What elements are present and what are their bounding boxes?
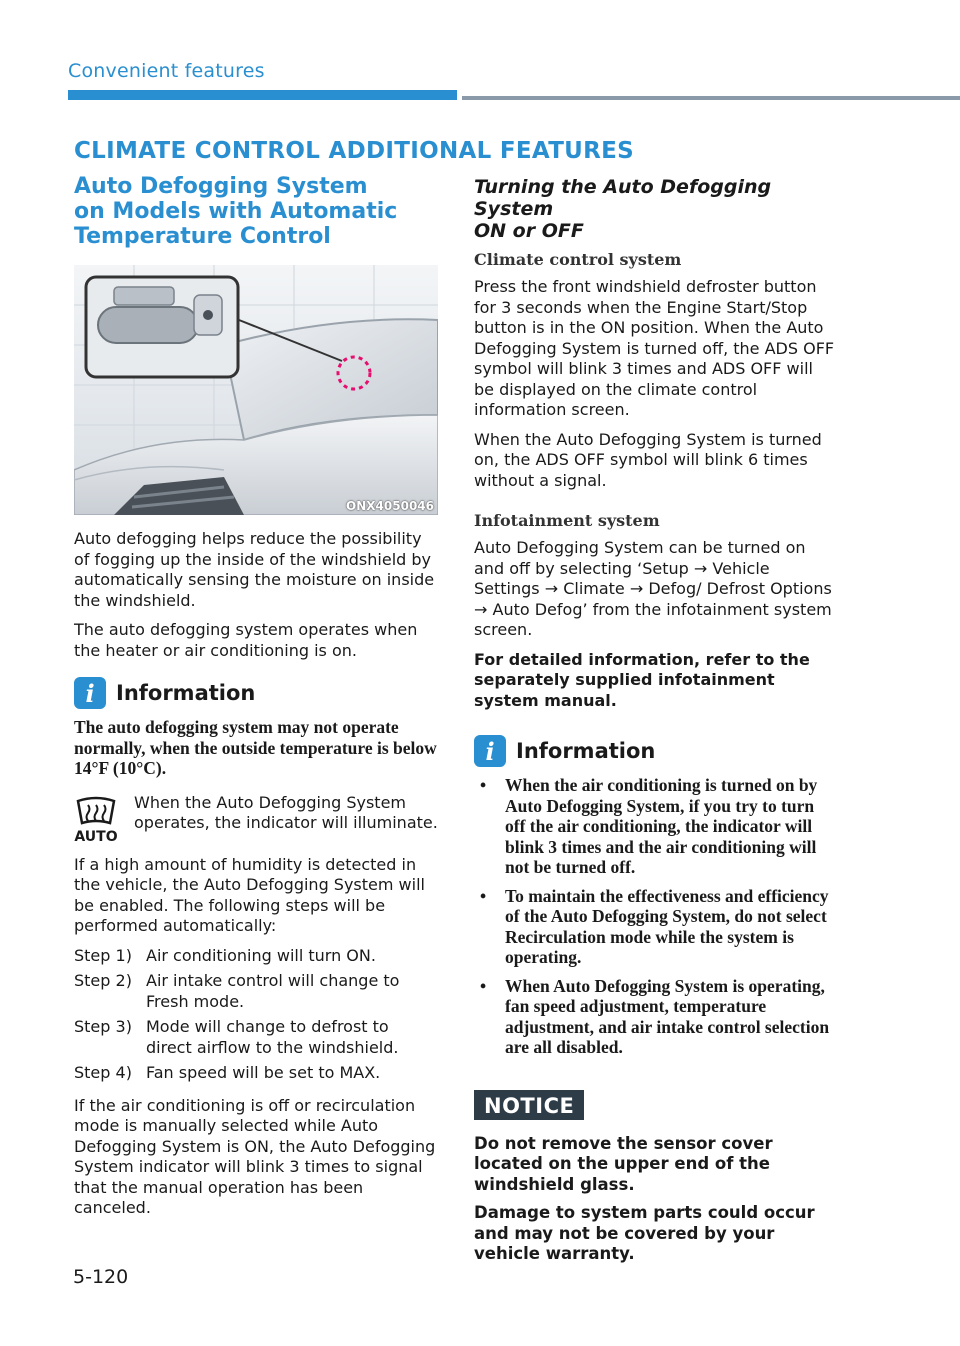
bullet-text: When Auto Defogging System is operating, fan speed adjustment, temperature adjustment, and air intake control selection are all disabled. [505, 975, 830, 1057]
list-item [74, 1017, 438, 1058]
subheading [474, 176, 838, 242]
information-heading [74, 677, 438, 709]
information-title: Information [516, 739, 656, 763]
subheading-line: ON or OFF [474, 220, 584, 242]
step-text: Fan speed will be set to MAX. [146, 1063, 381, 1082]
list-item [474, 775, 838, 878]
subheading-line: Auto Defogging System [74, 174, 368, 199]
step-text: Air intake control will change to Fresh mode. [146, 971, 400, 1011]
paragraph: If a high amount of humidity is detected in the vehicle, the Auto Defogging System will be enabled. The following steps will be performed automatically: [74, 854, 425, 935]
paragraph: For detailed information, refer to the separately supplied infotainment system manual. [474, 649, 810, 710]
bullet-list [474, 775, 838, 1058]
information-heading [474, 735, 838, 767]
right-column [474, 172, 838, 1273]
minor-heading: Infotainment system [474, 511, 660, 530]
auto-defog-indicator [74, 793, 118, 845]
step-text: Air conditioning will turn ON. [146, 945, 376, 965]
paragraph: Auto defogging helps reduce the possibility of fogging up the inside of the windshield by automatically sensing the moisture on inside the windshield. [74, 529, 435, 610]
step-number: Step 4) [74, 1063, 132, 1082]
windshield-defrost-icon [74, 793, 118, 827]
bullet: • [480, 885, 487, 906]
subheading-line: on Models with Automatic [74, 199, 398, 224]
minor-heading: Climate control system [474, 250, 682, 269]
list-item [74, 946, 438, 967]
bullet-text: When the air conditioning is turned on by Auto Defogging System, if you try to turn off the air conditioning, the indicator will blink 3 times and the air conditioning will not be turned off. [505, 775, 818, 877]
list-item [474, 886, 838, 968]
left-column [74, 172, 438, 1228]
step-number: Step 1) [74, 945, 132, 965]
paragraph: When the Auto Defogging System is turned on, the ADS OFF symbol will blink 6 times without a signal. [474, 429, 822, 490]
page-number: 5-120 [73, 1266, 129, 1288]
paragraph: Press the front windshield defroster button for 3 seconds when the Engine Start/Stop button is in the ON position. When the Auto Defogging System is turned off, the ADS OFF symbol will blink 3 times and ADS OFF will be displayed on the climate control information screen. [474, 277, 835, 419]
notice-text: Do not remove the sensor cover located on the upper end of the windshield glass. [474, 1133, 773, 1194]
step-list [74, 946, 438, 1084]
header-rule [462, 96, 960, 100]
bullet: • [480, 975, 487, 996]
car-illustration [74, 265, 438, 515]
figure-code: ONX4050046 [346, 499, 434, 513]
paragraph: If the air conditioning is off or recirculation mode is manually selected while Auto Defogging System is ON, the Auto Defogging System indicator will blink 3 times to signal that the manual operation has been canceled. [74, 1095, 436, 1217]
paragraph: The auto defogging system operates when the heater or air conditioning is on. [74, 620, 418, 660]
indicator-description: When the Auto Defogging System operates, the indicator will illuminate. [134, 792, 438, 832]
information-box [474, 735, 838, 1058]
list-item [74, 971, 438, 1012]
subheading-line: Turning the Auto Defogging System [474, 176, 772, 220]
info-icon: i [474, 735, 506, 767]
windshield-sensor-illustration [74, 265, 438, 515]
paragraph: Auto Defogging System can be turned on and off by selecting ‘Setup → Vehicle Settings → Climate → Defog/ Defrost Options → Auto Defog’ from the infotainment system screen. [474, 538, 832, 639]
information-box [74, 677, 438, 779]
step-number: Step 2) [74, 971, 132, 990]
header-title: Convenient features [68, 60, 265, 82]
auto-indicator-row [74, 793, 438, 845]
step-text: Mode will change to defrost to direct airflow to the windshield. [146, 1017, 399, 1057]
subheading [74, 174, 438, 249]
section-title: CLIMATE CONTROL ADDITIONAL FEATURES [74, 138, 635, 164]
step-number: Step 3) [74, 1017, 132, 1036]
notice-text: Damage to system parts could occur and may not be covered by your vehicle warranty. [474, 1203, 815, 1263]
bullet: • [480, 775, 487, 795]
information-title: Information [116, 681, 256, 705]
header-rule-accent [68, 90, 457, 100]
notice-badge: NOTICE [474, 1090, 584, 1120]
list-item [74, 1063, 438, 1084]
information-text: The auto defogging system may not operate normally, when the outside temperature is below 14°F (10°C). [74, 717, 437, 778]
list-item [474, 976, 838, 1058]
subheading-line: Temperature Control [74, 224, 331, 249]
bullet-text: To maintain the effectiveness and efficiency of the Auto Defogging System, do not select Recirculation mode while the system is operating. [505, 885, 829, 967]
indicator-label: AUTO [74, 828, 118, 845]
info-icon: i [74, 677, 106, 709]
